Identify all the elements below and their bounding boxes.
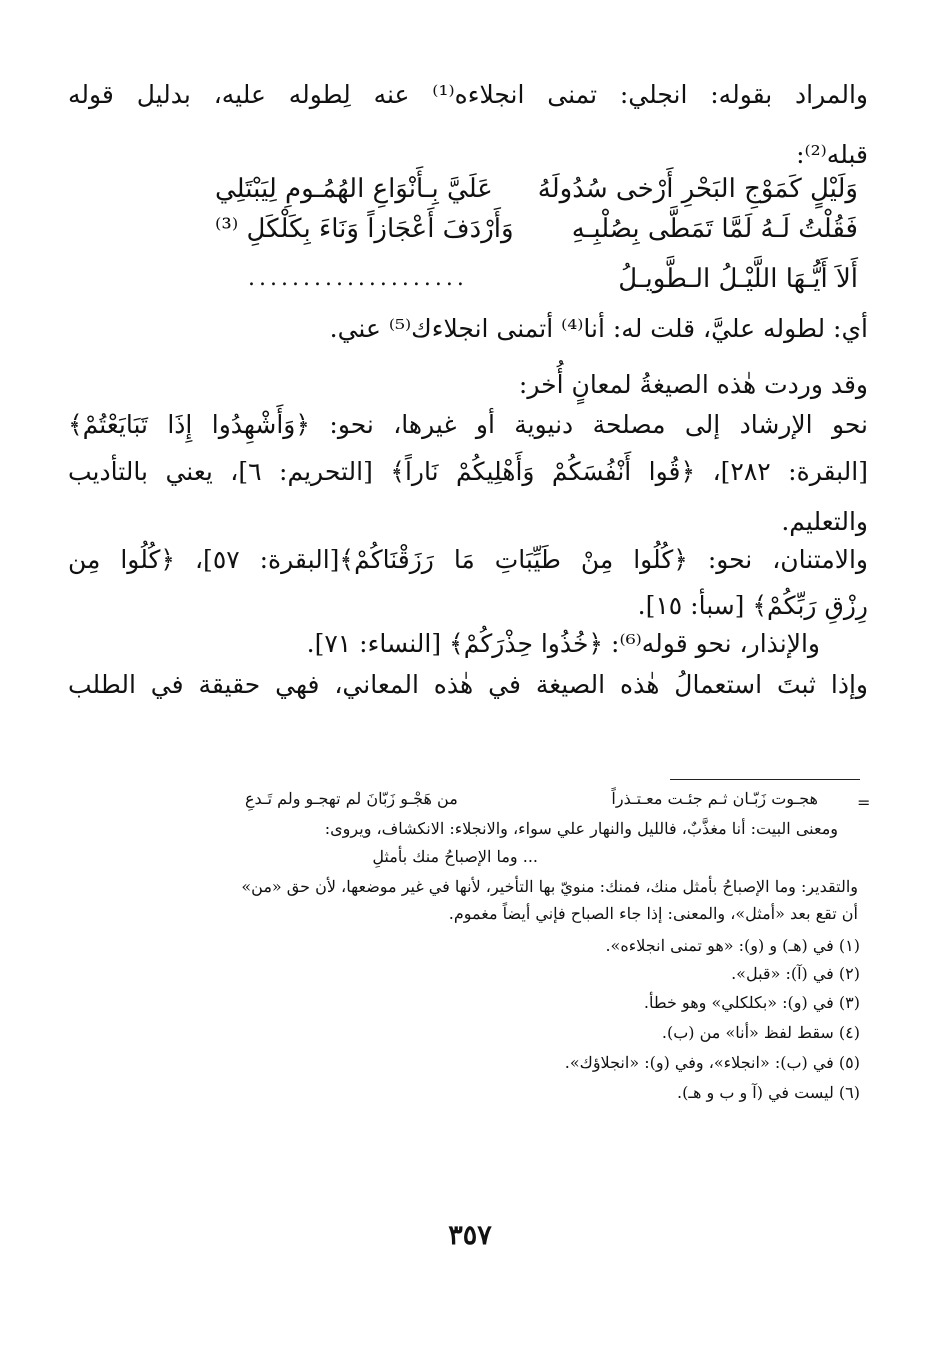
body-line-8: نحو الإرشاد إلى مصلحة دنيوية أو غيرها، نحو: ﴿وَأَشْهِدُوا إِذَا تَبَايَعْتُمْ﴾ bbox=[68, 410, 868, 439]
footnote-5: (٥) في (ب): «انجلاء»، وفي (و): «انجلاؤك». bbox=[564, 1053, 860, 1072]
body-line-1: والمراد بقوله: انجلي: تمنى انجلاءه⁽¹⁾ عنه لِطوله عليه، بدليل قوله bbox=[68, 80, 868, 109]
footnote-2: (٢) في (آ): «قبل». bbox=[731, 964, 860, 983]
footnote-3: (٣) في (و): «بكلكلي» وهو خطأ. bbox=[643, 993, 860, 1012]
footnote-4: (٤) سقط لفظ «أنا» من (ب). bbox=[661, 1023, 860, 1042]
footnote-verse-second-hemistich: من هَجْـو زَبّانَ لم تهجـو ولم تَـدعِ bbox=[245, 789, 458, 808]
body-line-11: والامتنان، نحو: ﴿كُلُوا مِنْ طَيِّبَاتِ مَا رَزَقْنَاكُمْ﴾[البقرة: ٥٧]، ﴿كُلُوا مِن bbox=[68, 545, 868, 574]
body-line-9: [البقرة: ٢٨٢]، ﴿قُوا أَنْفُسَكُمْ وَأَهْلِيكُمْ نَاراً﴾ [التحريم: ٦]، يعني بالتأديب bbox=[68, 457, 868, 486]
verse-3-ellipsis: .................... bbox=[248, 266, 468, 291]
footnote-line-1: ومعنى البيت: أنا مغذَّبٌ، فالليل والنهار علي سواء، والانجلاء: الانكشاف، ويروى: bbox=[324, 819, 838, 838]
footnote-continuation-mark: = bbox=[857, 793, 871, 812]
body-line-14: وإذا ثبتَ استعمالُ هٰذه الصيغة في هٰذه المعاني، فهي حقيقة في الطلب bbox=[68, 670, 868, 699]
footnote-line-3: والتقدير: وما الإصباحُ بأمثل منك، فمنك: منويّ بها التأخير، لأنها في غير موضعها، لأن حق «من» bbox=[241, 877, 858, 896]
page-number: ٣٥٧ bbox=[448, 1220, 492, 1251]
body-line-7: وقد وردت هٰذه الصيغةُ لمعانٍ أُخر: bbox=[518, 370, 868, 399]
verse-3-first-hemistich: أَلاَ أَيُّـهَا اللَّيْـلُ الـطَّويـلُ bbox=[618, 264, 858, 294]
footnote-line-4: أن تقع بعد «أمثل»، والمعنى: إذا جاء الصباح فإني أيضاً مغموم. bbox=[448, 904, 858, 923]
verse-1-first-hemistich: وَلَيْلٍ كَمَوْجِ البَحْرِ أَرْخى سُدُولَهُ bbox=[537, 174, 858, 204]
body-line-6: أي: لطوله عليَّ، قلت له: أنا⁽⁴⁾ أتمنى انجلاءك⁽⁵⁾ عني. bbox=[329, 314, 868, 343]
body-line-13: والإنذار، نحو قوله⁽⁶⁾: ﴿خُذُوا حِذْرَكُمْ﴾ [النساء: ٧١]. bbox=[306, 629, 820, 658]
verse-1-second-hemistich: عَلَيَّ بِـأَنْوَاعِ الهُمُـومِ لِيَبْتَلِي bbox=[215, 174, 493, 204]
verse-2-second-hemistich: وَأَرْدَفَ أَعْجَازاً وَنَاءَ بِكَلْكَلِ ⁽³⁾ bbox=[215, 214, 514, 244]
footnote-1: (١) في (هـ) و (و): «هو تمنى انجلاءه». bbox=[605, 936, 860, 955]
body-line-2: قبله⁽²⁾: bbox=[796, 140, 868, 169]
body-line-12: رِزْقِ رَبِّكُمْ﴾ [سبأ: ١٥]. bbox=[637, 591, 868, 620]
footnote-line-2: ... وما الإصباحُ منك بأمثلِ bbox=[372, 847, 538, 866]
footnote-verse-first-hemistich: هجـوت زَبّـان ثـم جئـت معـتـذراً bbox=[611, 789, 818, 808]
footnote-6: (٦) ليست في (آ و ب و هـ). bbox=[676, 1083, 860, 1102]
footnote-separator bbox=[670, 779, 860, 780]
body-line-10: والتعليم. bbox=[781, 507, 868, 536]
verse-2-first-hemistich: فَقُلْتُ لَـهُ لَمَّا تَمَطَّى بِصُلْبِـهِ bbox=[571, 214, 858, 244]
